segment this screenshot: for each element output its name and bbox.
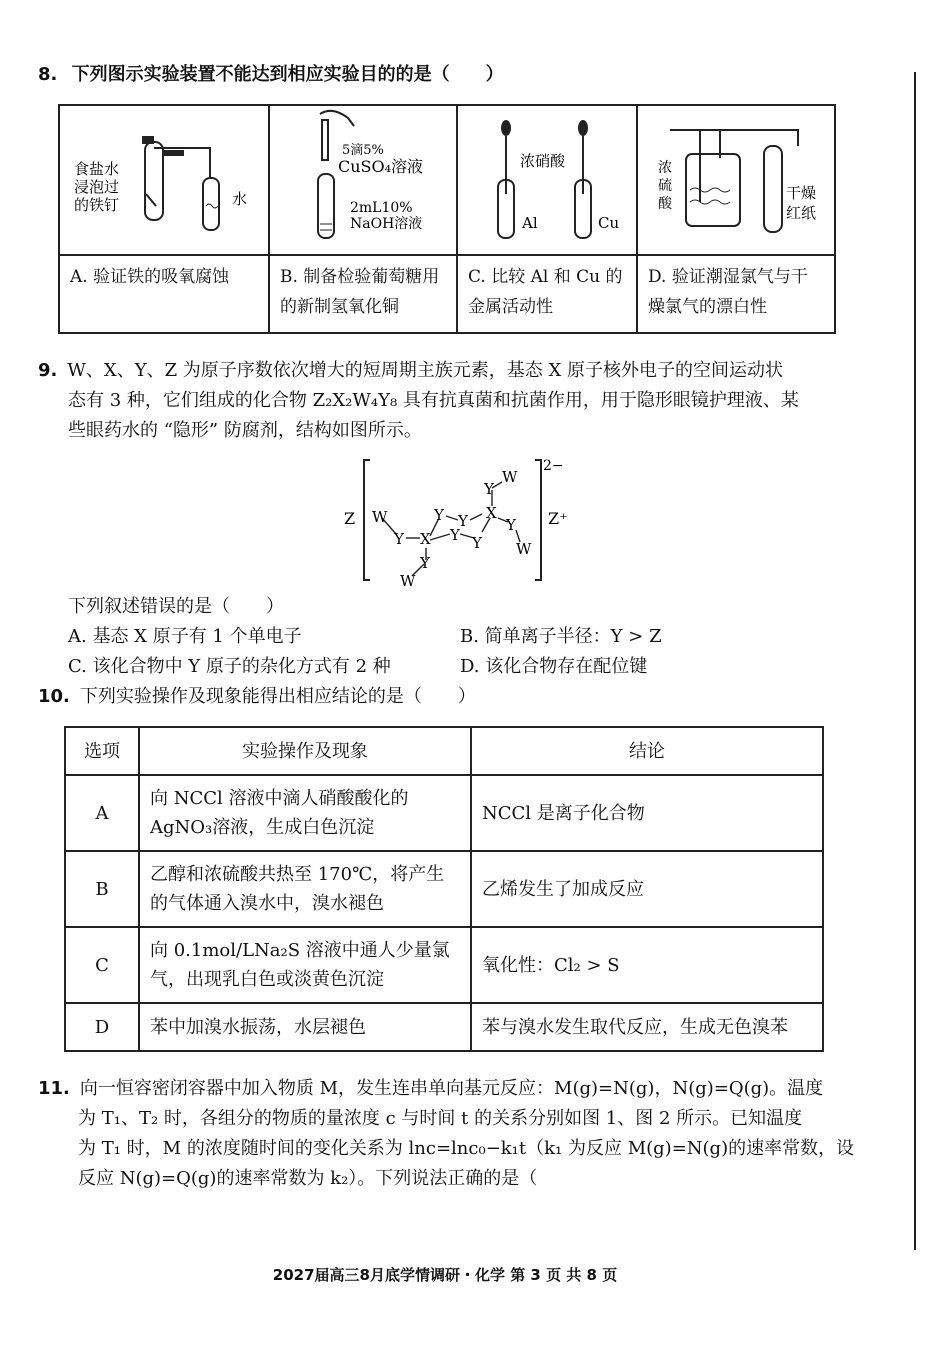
- label-c-nitric: 浓硝酸: [520, 152, 566, 170]
- q8-number: 8.: [38, 64, 58, 85]
- struct-w2: W: [502, 468, 518, 486]
- q10-header-option: 选项: [65, 727, 139, 775]
- table-row: [65, 851, 823, 927]
- q9-option-d: D. 该化合物存在配位键: [460, 656, 648, 677]
- label-a-line3: 的铁钉: [74, 196, 120, 214]
- q9-number: 9.: [38, 360, 58, 381]
- label-b-cuso4: CuSO₄溶液: [338, 157, 424, 176]
- struct-x2: X: [486, 504, 497, 522]
- struct-y4: Y: [458, 512, 468, 530]
- q10-stem-text: 下列实验操作及现象能得出相应结论的是（ ）: [79, 686, 476, 707]
- q8-option-c: C. 比较 Al 和 Cu 的金属活动性: [457, 255, 637, 333]
- struct-z-right: Z⁺: [548, 509, 568, 528]
- metal-activity-apparatus: [458, 106, 636, 254]
- q10-table: [64, 726, 824, 1052]
- q10-row-a-conclusion: NCCl 是离子化合物: [471, 775, 823, 851]
- q9-line3: 些眼药水的 “隐形” 防腐剂，结构如图所示。: [68, 420, 422, 441]
- q8-stem: [38, 60, 504, 86]
- q9-option-b: B. 简单离子半径：Y > Z: [460, 626, 662, 647]
- q10-row-d-option: D: [65, 1003, 139, 1051]
- q8-option-b: B. 制备检验葡萄糖用的新制氢氧化铜: [269, 255, 457, 333]
- q8-option-a: A. 验证铁的吸氧腐蚀: [59, 255, 269, 333]
- q9-stem: [38, 356, 868, 446]
- q8-cell-a-diagram: [59, 105, 269, 255]
- q9-structure-diagram: [330, 452, 590, 588]
- page-footer: 2027届高三8月底学情调研・化学 第 3 页 共 8 页: [272, 1266, 618, 1284]
- q11-line4: 反应 N(g)=Q(g)的速率常数为 k₂）。下列说法正确的是（: [78, 1168, 538, 1189]
- label-d-c3: 酸: [658, 196, 672, 212]
- q11-line3: 为 T₁ 时，M 的浓度随时间的变化关系为 lnc=lnc₀−k₁t（k₁ 为反应 M(g)=N(g)的速率常数，设: [78, 1138, 855, 1159]
- table-row: [65, 775, 823, 851]
- q9-prompt: 下列叙述错误的是（ ）: [68, 596, 284, 617]
- q10-row-c-operation: 向 0.1mol/LNa₂S 溶液中通人少量氯 气，出现乳白色或淡黄色沉淀: [139, 927, 471, 1003]
- struct-charge: 2−: [543, 458, 564, 474]
- label-c-al: Al: [522, 214, 538, 232]
- label-b-drops: 5滴5%: [342, 143, 384, 158]
- struct-y8: Y: [420, 554, 430, 572]
- q10-header-operation: 实验操作及现象: [139, 727, 471, 775]
- q10-row-a-operation: 向 NCCl 溶液中滴人硝酸酸化的 AgNO₃溶液，生成白色沉淀: [139, 775, 471, 851]
- q10-row-b-operation: 乙醇和浓硫酸共热至 170℃，将产生 的气体通入溴水中，溴水褪色: [139, 851, 471, 927]
- q10-number: 10.: [38, 686, 70, 707]
- q8-option-d: D. 验证潮湿氯气与干燥氯气的漂白性: [637, 255, 835, 333]
- q11-stem: [38, 1074, 898, 1194]
- q8-apparatus-table: [58, 104, 836, 334]
- label-d-c1: 浓: [658, 160, 672, 176]
- label-b-naoh: NaOH溶液: [350, 216, 423, 232]
- q8-cell-d-diagram: [637, 105, 835, 255]
- label-d-paper: 红纸: [786, 204, 817, 222]
- label-a-line2: 浸泡过: [74, 178, 120, 196]
- q10-stem: [38, 682, 476, 712]
- q9-line1: W、X、Y、Z 为原子序数依次增大的短周期主族元素，基态 X 原子核外电子的空间运动状: [67, 360, 784, 381]
- q10-row-c-option: C: [65, 927, 139, 1003]
- struct-y5: Y: [472, 534, 482, 552]
- label-d-c2: 硫: [658, 178, 672, 194]
- iron-corrosion-apparatus: [60, 106, 268, 254]
- q10-header-conclusion: 结论: [471, 727, 823, 775]
- struct-y1: Y: [394, 530, 404, 548]
- label-d-dry: 干燥: [786, 184, 817, 202]
- struct-w1: W: [372, 508, 388, 526]
- q9-option-c: C. 该化合物中 Y 原子的杂化方式有 2 种: [68, 656, 391, 677]
- q8-cell-c-diagram: [457, 105, 637, 255]
- q9-line2: 态有 3 种，它们组成的化合物 Z₂X₂W₄Y₈ 具有抗真菌和抗菌作用，用于隐形眼镜护理液、某: [68, 390, 799, 411]
- q10-row-c-conclusion: 氧化性：Cl₂ > S: [471, 927, 823, 1003]
- label-b-vol: 2mL10%: [350, 200, 413, 216]
- q10-header-row: [65, 727, 823, 775]
- q10-row-b-option: B: [65, 851, 139, 927]
- q8-cell-b-diagram: [269, 105, 457, 255]
- q11-line1: 向一恒容密闭容器中加入物质 M，发生连串单向基元反应：M(g)=N(g)，N(g)=Q(g)。温度: [79, 1078, 824, 1099]
- struct-w4: W: [400, 572, 416, 588]
- label-a-line1: 食盐水: [74, 160, 120, 178]
- q8-stem-text: 下列图示实验装置不能达到相应实验目的的是（ ）: [71, 64, 504, 85]
- table-row: [65, 927, 823, 1003]
- struct-y2: Y: [434, 506, 444, 524]
- table-row: [65, 1003, 823, 1051]
- struct-y7: Y: [506, 516, 516, 534]
- chlorine-bleaching-apparatus: [638, 106, 834, 254]
- q9-option-a: A. 基态 X 原子有 1 个单电子: [68, 626, 302, 647]
- q10-row-a-option: A: [65, 775, 139, 851]
- struct-z-left: Z: [344, 509, 356, 528]
- struct-y6: Y: [484, 480, 494, 498]
- q10-row-b-conclusion: 乙烯发生了加成反应: [471, 851, 823, 927]
- struct-x1: X: [420, 530, 431, 548]
- label-c-cu: Cu: [598, 214, 620, 232]
- q10-row-d-operation: 苯中加溴水振荡，水层褪色: [139, 1003, 471, 1051]
- label-a-water: 水: [232, 190, 248, 208]
- copper-hydroxide-apparatus: [270, 106, 456, 254]
- q11-line2: 为 T₁、T₂ 时，各组分的物质的量浓度 c 与时间 t 的关系分别如图 1、图 2 所示。已知温度: [78, 1108, 803, 1129]
- right-margin-rule: [914, 72, 916, 1250]
- q11-number: 11.: [38, 1078, 70, 1099]
- q10-row-d-conclusion: 苯与溴水发生取代反应，生成无色溴苯: [471, 1003, 823, 1051]
- struct-y3: Y: [450, 526, 460, 544]
- struct-w3: W: [516, 540, 532, 558]
